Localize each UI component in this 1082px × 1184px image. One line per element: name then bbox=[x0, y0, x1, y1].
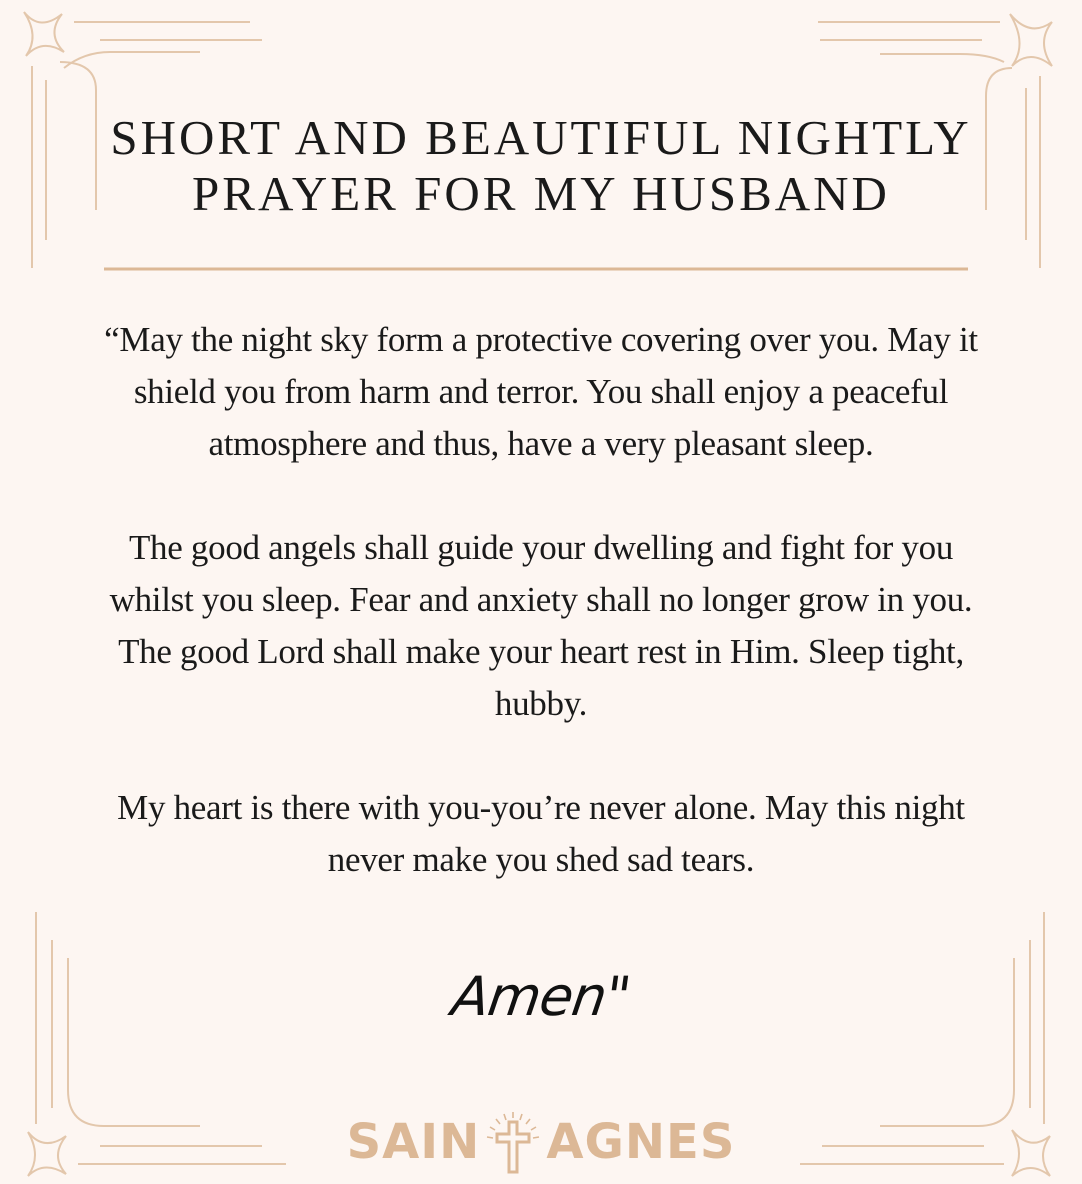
prayer-paragraph-1: “May the night sky form a protective covering over you. May it shield you from harm and terror. You shall enjoy a peaceful atmosphere and thus, have a very pleasant sleep. bbox=[104, 320, 978, 463]
prayer-closing: Amen" bbox=[448, 965, 634, 1028]
corner-star-top-left bbox=[24, 12, 64, 56]
page-title bbox=[60, 110, 1022, 222]
prayer-paragraph-3: My heart is there with you-you’re never alone. May this night never make you shed sad tears. bbox=[117, 788, 965, 879]
prayer-body bbox=[95, 314, 987, 886]
title-line-2: PRAYER FOR MY HUSBAND bbox=[192, 166, 890, 221]
logo-text-left: SAIN bbox=[346, 1114, 481, 1170]
saint-agnes-logo bbox=[0, 1112, 1082, 1172]
corner-star-top-right bbox=[1010, 14, 1052, 66]
title-line-1: SHORT AND BEAUTIFUL NIGHTLY bbox=[110, 110, 972, 165]
cross-icon bbox=[482, 1110, 544, 1174]
logo-text-right: AGNES bbox=[546, 1114, 736, 1170]
prayer-paragraph-2: The good angels shall guide your dwelling and fight for you whilst you sleep. Fear and anxiety shall no longer grow in you. The good Lord shall make your heart rest in Him. Sleep tight, hubby. bbox=[109, 528, 973, 723]
